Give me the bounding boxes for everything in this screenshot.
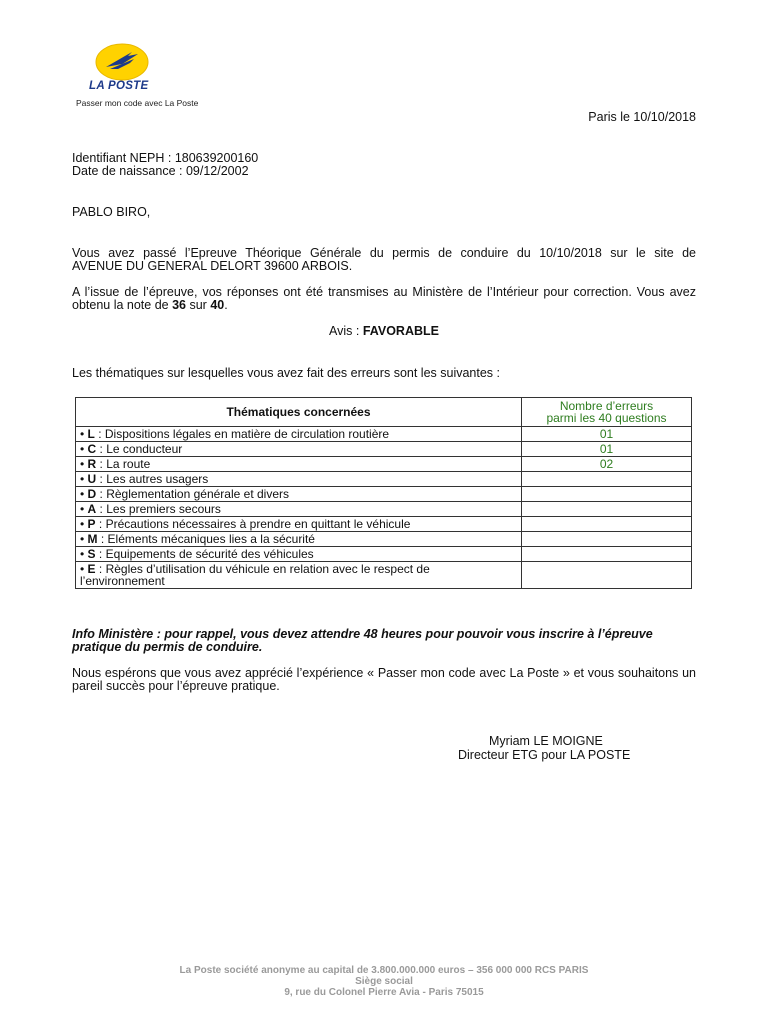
table-row	[76, 532, 692, 547]
avis-value: FAVORABLE	[362, 324, 439, 338]
error-count-cell	[522, 487, 692, 502]
result-paragraph	[72, 286, 696, 311]
error-count-cell	[522, 547, 692, 562]
theme-label: : Règles d’utilisation du véhicule en relation avec le respect de l’environnement	[80, 562, 430, 588]
theme-label: : Le conducteur	[96, 442, 183, 456]
avis-label: Avis :	[329, 324, 363, 338]
identity-block	[72, 152, 258, 178]
avis-line	[0, 324, 768, 338]
theme-label: : Règlementation générale et divers	[96, 487, 289, 501]
footer-line2: Siège social	[355, 976, 413, 987]
theme-cell	[76, 502, 522, 517]
table-row	[76, 562, 692, 589]
footer-line3: 9, rue du Colonel Pierre Avia - Paris 75015	[284, 987, 484, 998]
theme-cell	[76, 547, 522, 562]
theme-code: C	[87, 442, 97, 456]
birth-date-line: Date de naissance : 09/12/2002	[72, 164, 249, 178]
theme-label: : Dispositions légales en matière de circulation routière	[94, 427, 390, 441]
table-row	[76, 517, 692, 532]
table-row	[76, 442, 692, 457]
table-row	[76, 472, 692, 487]
theme-label: : Eléments mécaniques lies a la sécurité	[97, 532, 315, 546]
table-row	[76, 547, 692, 562]
letter-date: Paris le 10/10/2018	[588, 110, 696, 124]
table-row	[76, 427, 692, 442]
result-text-after: .	[224, 297, 228, 312]
table-row	[76, 502, 692, 517]
error-count-cell	[522, 517, 692, 532]
la-poste-bird-icon	[94, 42, 150, 82]
theme-bullet: •	[80, 547, 88, 561]
theme-code: M	[87, 532, 98, 546]
footer	[0, 965, 768, 998]
theme-cell	[76, 562, 522, 589]
theme-bullet: •	[80, 532, 88, 546]
theme-bullet: •	[80, 442, 88, 456]
errors-table	[75, 397, 692, 589]
theme-cell	[76, 472, 522, 487]
theme-bullet: •	[80, 502, 88, 516]
theme-label: : Précautions nécessaires à prendre en quittant le véhicule	[95, 517, 411, 531]
error-count-cell: 01	[522, 442, 692, 457]
theme-cell	[76, 457, 522, 472]
theme-code: E	[87, 562, 96, 576]
la-poste-logo	[94, 42, 150, 82]
theme-code: A	[87, 502, 97, 516]
theme-code: L	[87, 427, 95, 441]
theme-code: S	[87, 547, 96, 561]
logo-name: LA POSTE	[89, 80, 149, 92]
theme-label: : Les premiers secours	[96, 502, 221, 516]
signature-name: Myriam LE MOIGNE	[489, 734, 603, 748]
theme-bullet: •	[80, 562, 88, 576]
table-row	[76, 487, 692, 502]
score-value: 36	[172, 297, 186, 312]
greeting: PABLO BIRO,	[72, 205, 151, 219]
signature-title: Directeur ETG pour LA POSTE	[458, 748, 631, 762]
header-errors	[522, 398, 692, 427]
table-row	[76, 457, 692, 472]
themes-intro: Les thématiques sur lesquelles vous avez fait des erreurs sont les suivantes :	[72, 366, 500, 380]
theme-cell	[76, 487, 522, 502]
theme-code: U	[87, 472, 97, 486]
header-errors-line1: Nombre d’erreurs	[559, 399, 654, 413]
header-themes: Thématiques concernées	[76, 398, 522, 427]
footer-line1: La Poste société anonyme au capital de 3.800.000.000 euros – 356 000 000 RCS PARIS	[179, 965, 589, 976]
error-count-cell	[522, 532, 692, 547]
theme-bullet: •	[80, 472, 88, 486]
theme-bullet: •	[80, 487, 88, 501]
header-errors-line2: parmi les 40 questions	[546, 411, 667, 425]
theme-cell	[76, 517, 522, 532]
theme-code: D	[87, 487, 97, 501]
error-count-cell	[522, 502, 692, 517]
theme-cell	[76, 427, 522, 442]
exam-paragraph-line1: Vous avez passé l’Epreuve Théorique Générale du permis de conduire du 10/10/2018 sur le site de	[72, 246, 696, 260]
neph-line: Identifiant NEPH : 180639200160	[72, 151, 259, 165]
exam-paragraph	[72, 247, 696, 272]
table-header-row	[76, 398, 692, 427]
result-text-middle: sur	[186, 297, 211, 312]
theme-bullet: •	[80, 457, 88, 471]
theme-label: : Equipements de sécurité des véhicules	[95, 547, 314, 561]
error-count-cell	[522, 562, 692, 589]
theme-label: : Les autres usagers	[96, 472, 209, 486]
theme-bullet: •	[80, 517, 88, 531]
theme-cell	[76, 532, 522, 547]
error-count-cell: 02	[522, 457, 692, 472]
score-total: 40	[210, 297, 225, 312]
theme-label: : La route	[96, 457, 151, 471]
logo-tagline: Passer mon code avec La Poste	[76, 98, 199, 108]
theme-bullet: •	[80, 427, 88, 441]
theme-code: P	[87, 517, 96, 531]
ministry-info: Info Ministère : pour rappel, vous devez attendre 48 heures pour pouvoir vous inscrire à l’épreuve pratique du permis de conduire.	[72, 627, 653, 654]
closing-paragraph: Nous espérons que vous avez apprécié l’expérience « Passer mon code avec La Poste » et vous souhaitons un pareil succès pour l’épreuve pratique.	[72, 666, 696, 693]
exam-paragraph-line2: AVENUE DU GENERAL DELORT 39600 ARBOIS.	[72, 258, 353, 273]
error-count-cell: 01	[522, 427, 692, 442]
error-count-cell	[522, 472, 692, 487]
theme-code: R	[87, 457, 97, 471]
theme-cell	[76, 442, 522, 457]
result-text-before: A l’issue de l’épreuve, vos réponses ont été transmises au Ministère de l’Intérieur pour correction. Vous avez obtenu la note de	[72, 285, 696, 312]
